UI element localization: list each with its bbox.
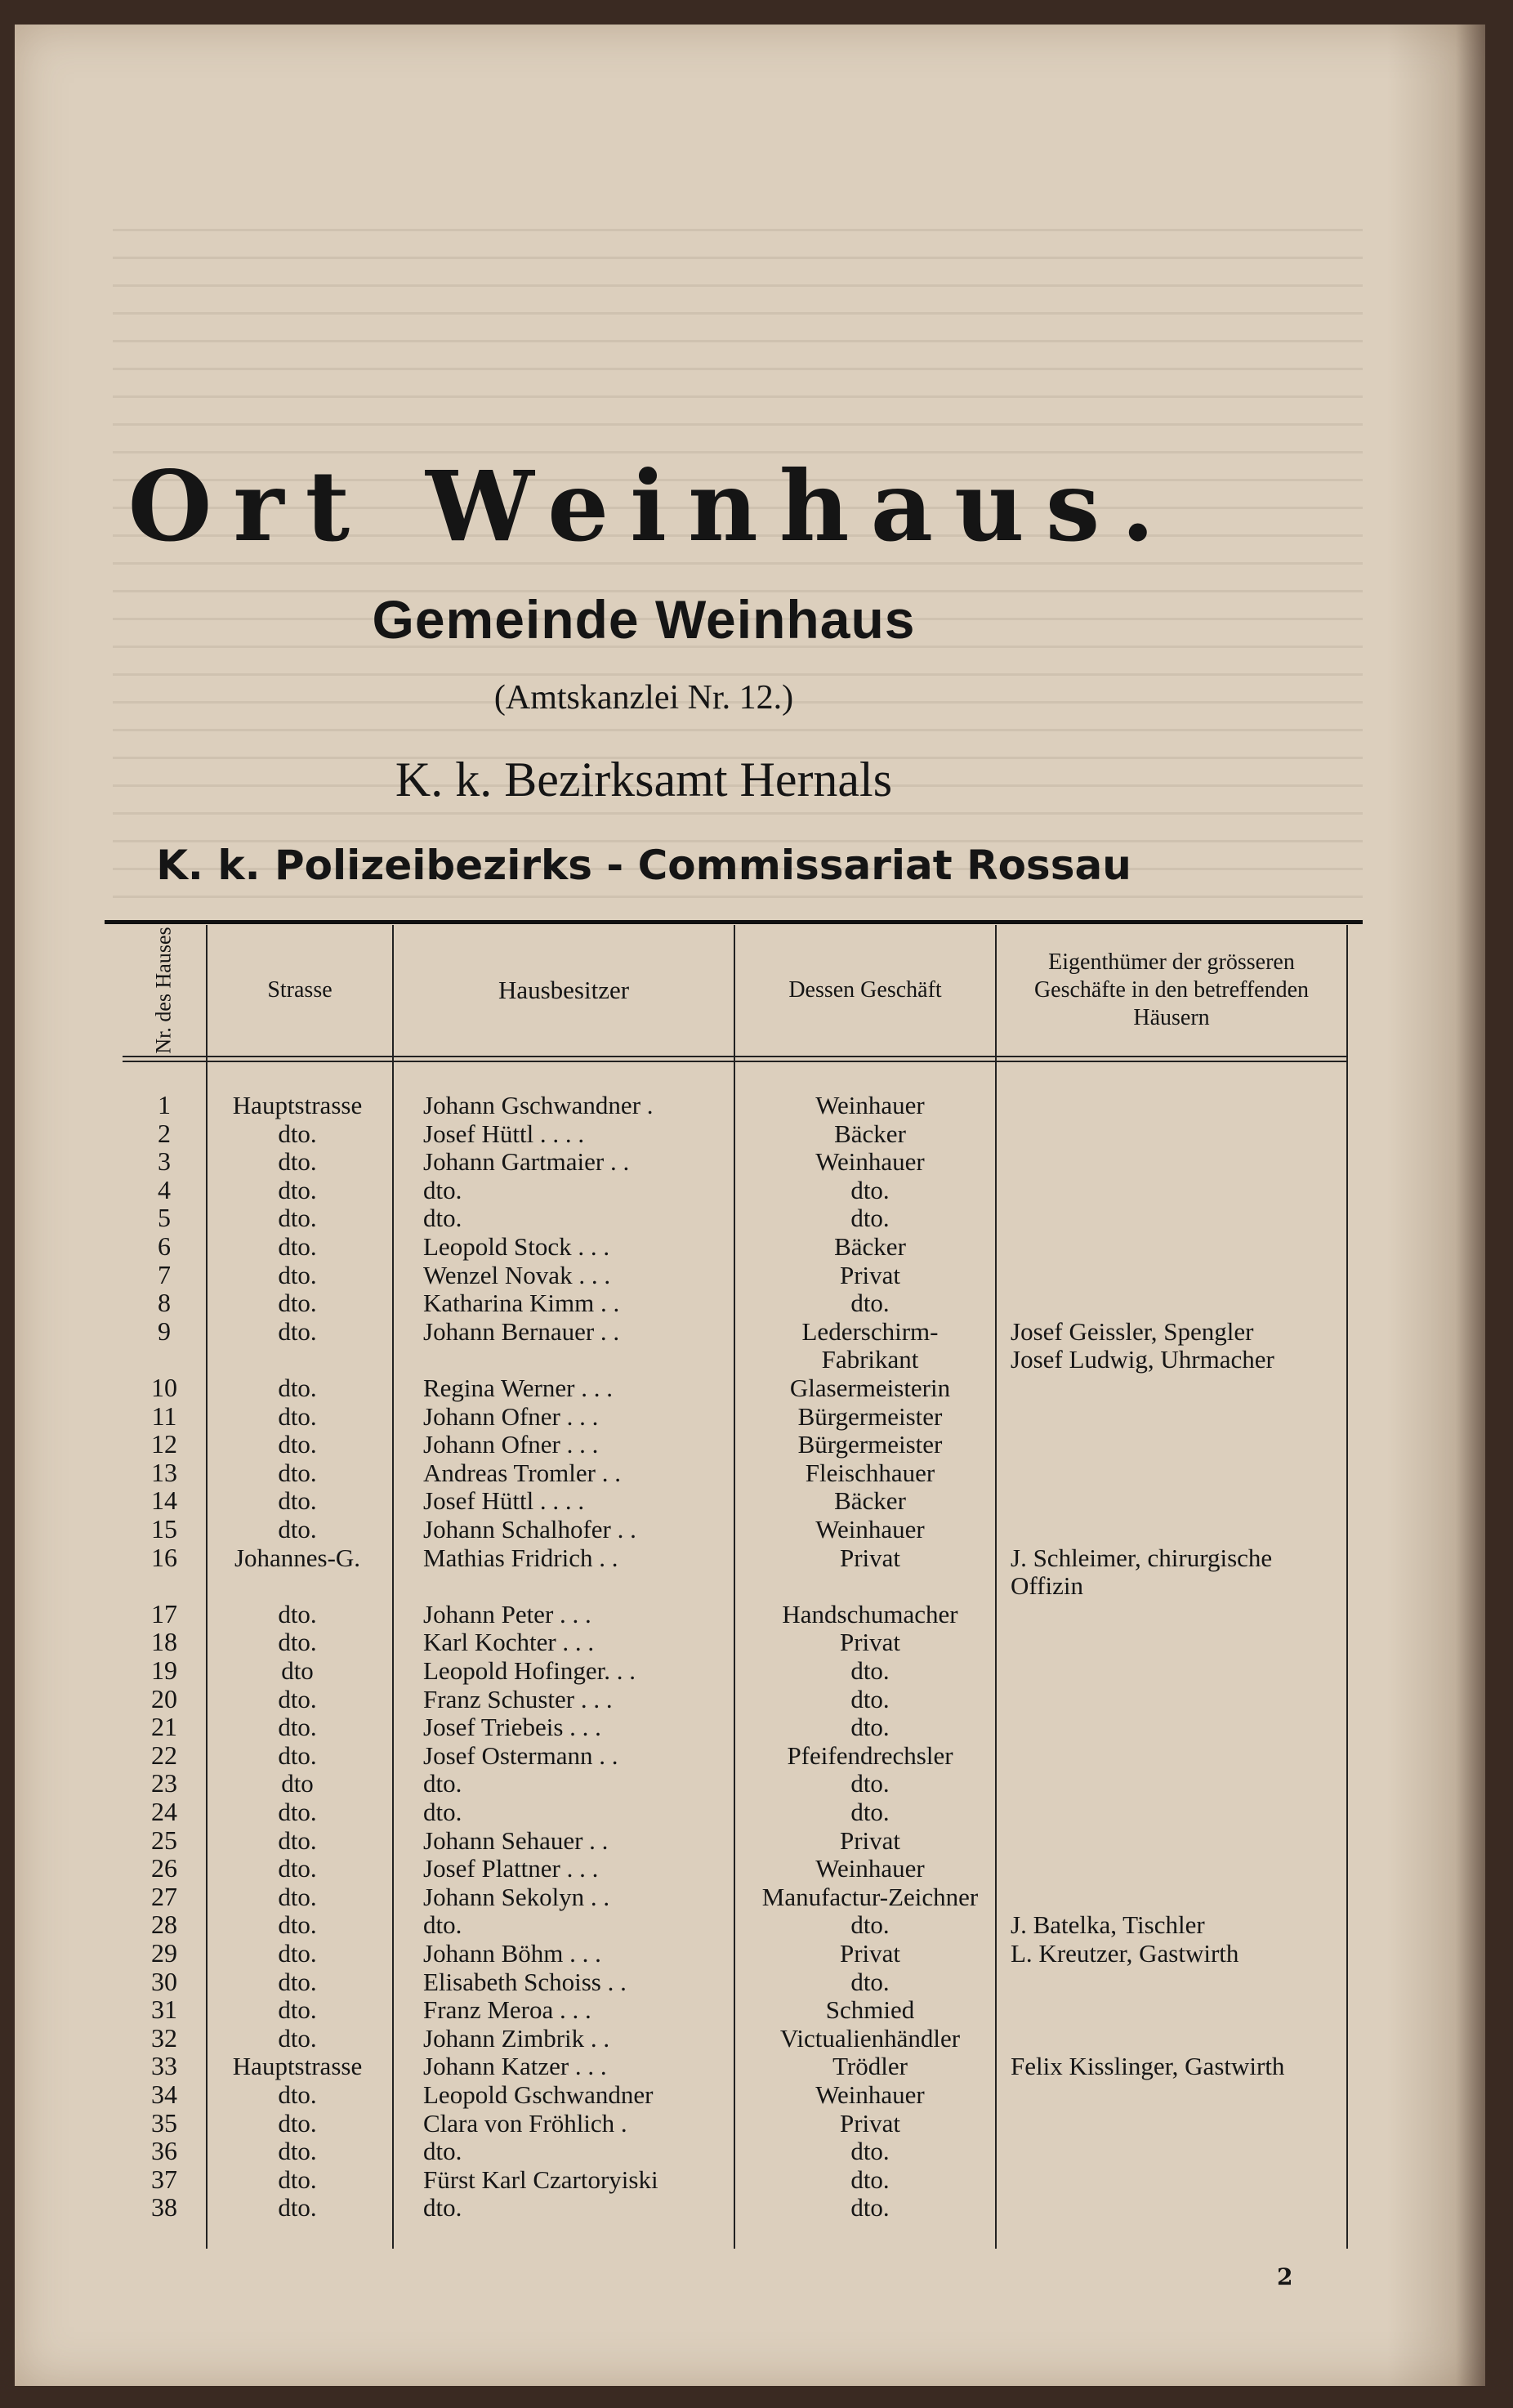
- cell-house-number: 20: [151, 1683, 177, 1713]
- table-row: [123, 1459, 1346, 1487]
- cell-owner: Franz Schuster . . .: [423, 1684, 613, 1713]
- cell-house-number: 32: [151, 2022, 177, 2053]
- cell-business: Trödler: [832, 2052, 908, 2081]
- table-row: [123, 2080, 1346, 2109]
- table-row: [123, 1826, 1346, 1855]
- cell-street: dto.: [278, 2165, 317, 2194]
- cell-street: dto.: [278, 2137, 317, 2166]
- cell-house-number: 19: [151, 1655, 177, 1685]
- cell-street: dto.: [278, 1798, 317, 1826]
- cell-house-number: 30: [151, 1966, 177, 1996]
- cell-house-number: 8: [158, 1288, 171, 1318]
- table-row: [123, 1571, 1346, 1600]
- cell-owner: Johann Gartmaier . .: [423, 1147, 630, 1177]
- cell-street: dto.: [278, 1401, 317, 1431]
- cell-house-number: 23: [151, 1768, 177, 1798]
- cell-owner: dto.: [423, 1798, 462, 1826]
- cell-large-business-owner: Felix Kisslinger, Gastwirth: [1011, 2052, 1285, 2081]
- cell-house-number: 28: [151, 1910, 177, 1940]
- table-row: [123, 1176, 1346, 1204]
- cell-business: Weinhauer: [815, 1147, 925, 1177]
- table-row: [123, 1486, 1346, 1515]
- cell-business: dto.: [850, 1769, 890, 1798]
- cell-business: Lederschirm-: [801, 1316, 939, 1346]
- cell-street: dto.: [278, 1147, 317, 1177]
- table-row: [123, 1402, 1346, 1431]
- table-row: [123, 1091, 1346, 1119]
- cell-owner: Johann Sehauer . .: [423, 1825, 609, 1855]
- table-row: [123, 1769, 1346, 1798]
- cell-street: dto.: [278, 1316, 317, 1346]
- header-house-number: [123, 925, 206, 1056]
- table-row: [123, 1430, 1346, 1459]
- cell-street: dto.: [278, 1684, 317, 1713]
- cell-owner: dto.: [423, 1175, 462, 1204]
- cell-business: Schmied: [825, 1995, 915, 2025]
- table-row: [123, 1119, 1346, 1148]
- cell-owner: Josef Triebeis . . .: [423, 1713, 601, 1742]
- cell-large-business-owner: Josef Ludwig, Uhrmacher: [1011, 1345, 1274, 1374]
- cell-house-number: 10: [151, 1373, 177, 1402]
- cell-owner: Johann Zimbrik . .: [423, 2023, 610, 2053]
- cell-business: Weinhauer: [815, 1515, 925, 1544]
- cell-owner: Johann Ofner . . .: [423, 1401, 599, 1431]
- page-number: 2: [1277, 2263, 1293, 2290]
- cell-business: dto.: [850, 1910, 890, 1940]
- cell-business: Fabrikant: [821, 1345, 919, 1374]
- cell-business: Privat: [839, 2108, 901, 2138]
- cell-owner: Franz Meroa . . .: [423, 1995, 591, 2025]
- cell-business: Pfeifendrechsler: [787, 1740, 953, 1770]
- cell-street: dto.: [278, 2108, 317, 2138]
- cell-house-number: 3: [158, 1146, 171, 1177]
- cell-street: dto.: [278, 1204, 317, 1233]
- cell-house-number: 37: [151, 2164, 177, 2194]
- cell-large-business-owner: J. Schleimer, chirurgische: [1011, 1543, 1273, 1572]
- cell-owner: Leopold Gschwandner: [423, 2080, 654, 2109]
- cell-house-number: 4: [158, 1174, 171, 1204]
- cell-house-number: 36: [151, 2136, 177, 2166]
- cell-large-business-owner: Josef Geissler, Spengler: [1011, 1316, 1254, 1346]
- table-row: [123, 1261, 1346, 1289]
- cell-house-number: 7: [158, 1259, 171, 1289]
- cell-owner: Elisabeth Schoiss . .: [423, 1967, 627, 1996]
- cell-owner: Johann Katzer . . .: [423, 2052, 607, 2081]
- cell-house-number: 35: [151, 2107, 177, 2138]
- cell-house-number: 26: [151, 1853, 177, 1883]
- cell-business: Bürgermeister: [797, 1401, 943, 1431]
- district-heading: K. k. Bezirksamt Hernals: [395, 753, 893, 806]
- cell-owner: Josef Ostermann . .: [423, 1740, 618, 1770]
- table-row: [123, 2193, 1346, 2222]
- table-row: [123, 1515, 1346, 1544]
- header-business: Dessen Geschäft: [788, 977, 942, 1003]
- table-row: [123, 1204, 1346, 1232]
- cell-house-number: 22: [151, 1740, 177, 1770]
- cell-street: Johannes-G.: [234, 1543, 361, 1572]
- cell-street: dto.: [278, 1430, 317, 1459]
- cell-street: Hauptstrasse: [232, 2052, 363, 2081]
- cell-street: dto.: [278, 1967, 317, 1996]
- cell-owner: Johann Bernauer . .: [423, 1316, 620, 1346]
- cell-owner: Andreas Tromler . .: [423, 1458, 621, 1487]
- cell-street: dto.: [278, 1995, 317, 2025]
- cell-business: Bürgermeister: [797, 1430, 943, 1459]
- cell-business: dto.: [850, 1967, 890, 1996]
- table-row: [123, 1713, 1346, 1741]
- cell-street: dto.: [278, 1854, 317, 1883]
- cell-house-number: 2: [158, 1118, 171, 1148]
- cell-owner: dto.: [423, 1204, 462, 1233]
- table-row: [123, 1968, 1346, 1996]
- cell-business: Weinhauer: [815, 1854, 925, 1883]
- cell-house-number: 12: [151, 1429, 177, 1459]
- table-row: [123, 1232, 1346, 1261]
- table-row: [123, 1317, 1346, 1346]
- table-row: [123, 1741, 1346, 1770]
- cell-large-business-owner: L. Kreutzer, Gastwirth: [1011, 1939, 1239, 1968]
- cell-business: Privat: [839, 1939, 901, 1968]
- cell-owner: dto.: [423, 1910, 462, 1940]
- table-row: [123, 1544, 1346, 1572]
- table-top-rule: [105, 920, 1363, 924]
- table-row: [123, 1600, 1346, 1628]
- cell-business: dto.: [850, 2137, 890, 2166]
- cell-house-number: 27: [151, 1881, 177, 1911]
- cell-business: Privat: [839, 1260, 901, 1289]
- cell-house-number: 9: [158, 1316, 171, 1346]
- cell-street: dto: [281, 1656, 314, 1685]
- cell-house-number: 15: [151, 1514, 177, 1544]
- cell-owner: Katharina Kimm . .: [423, 1289, 620, 1318]
- cell-business: dto.: [850, 2193, 890, 2223]
- header-rule: [123, 1056, 1346, 1057]
- cell-house-number: 18: [151, 1627, 177, 1657]
- cell-house-number: 11: [151, 1401, 177, 1431]
- page-title: Ort Weinhaus.: [127, 449, 1176, 563]
- office-note: (Amtskanzlei Nr. 12.): [493, 679, 794, 717]
- cell-owner: Johann Sekolyn . .: [423, 1882, 610, 1911]
- cell-business: dto.: [850, 1175, 890, 1204]
- cell-owner: Johann Peter . . .: [423, 1599, 591, 1628]
- cell-street: dto.: [278, 1939, 317, 1968]
- cell-street: dto.: [278, 1374, 317, 1402]
- cell-business: Privat: [839, 1628, 901, 1657]
- cell-business: Privat: [839, 1543, 901, 1572]
- cell-business: dto.: [850, 1656, 890, 1685]
- table-row: [123, 1854, 1346, 1883]
- cell-owner: Johann Schalhofer . .: [423, 1515, 636, 1544]
- cell-business: Bäcker: [834, 1119, 906, 1148]
- cell-house-number: 21: [151, 1712, 177, 1742]
- cell-business: Handschumacher: [782, 1599, 958, 1628]
- cell-business: Privat: [839, 1825, 901, 1855]
- cell-business: Victualienhändler: [779, 2023, 961, 2053]
- cell-owner: Johann Gschwandner .: [423, 1091, 654, 1119]
- header-owner: Hausbesitzer: [498, 976, 630, 1004]
- cell-large-business-owner: Offizin: [1011, 1571, 1083, 1601]
- cell-business: dto.: [850, 1684, 890, 1713]
- cell-owner: Josef Hüttl . . . .: [423, 1119, 585, 1148]
- cell-street: dto.: [278, 1825, 317, 1855]
- cell-owner: Clara von Fröhlich .: [423, 2108, 627, 2138]
- cell-owner: Karl Kochter . . .: [423, 1628, 595, 1657]
- cell-business: dto.: [850, 1204, 890, 1233]
- cell-house-number: 33: [151, 2051, 177, 2081]
- table-row: [123, 1910, 1346, 1939]
- cell-business: Weinhauer: [815, 2080, 925, 2109]
- table-row: [123, 1345, 1346, 1374]
- cell-house-number: 14: [151, 1485, 177, 1516]
- cell-business: dto.: [850, 1798, 890, 1826]
- cell-owner: dto.: [423, 2193, 462, 2223]
- cell-street: dto.: [278, 1713, 317, 1742]
- cell-house-number: 24: [151, 1797, 177, 1826]
- cell-business: Fleischhauer: [805, 1458, 935, 1487]
- table-row: [123, 2165, 1346, 2194]
- table-row: [123, 1147, 1346, 1176]
- cell-street: dto.: [278, 1289, 317, 1318]
- table-row: [123, 1656, 1346, 1685]
- police-heading: K. k. Polizeibezirks - Commissariat Rossau: [156, 842, 1131, 889]
- cell-business: dto.: [850, 1713, 890, 1742]
- cell-owner: Josef Plattner . . .: [423, 1854, 599, 1883]
- table-row: [123, 1374, 1346, 1402]
- house-register-table: [123, 925, 1346, 2249]
- cell-owner: dto.: [423, 2137, 462, 2166]
- cell-street: dto.: [278, 1119, 317, 1148]
- cell-street: dto.: [278, 2023, 317, 2053]
- municipality-heading: Gemeinde Weinhaus: [372, 589, 916, 650]
- table-row: [123, 1939, 1346, 1968]
- cell-street: dto: [281, 1769, 314, 1798]
- cell-business: Manufactur-Zeichner: [761, 1882, 979, 1911]
- document-page: [15, 25, 1485, 2386]
- cell-business: Bäcker: [834, 1486, 906, 1516]
- cell-owner: Wenzel Novak . . .: [423, 1260, 611, 1289]
- cell-street: dto.: [278, 1515, 317, 1544]
- cell-owner: Mathias Fridrich . .: [423, 1543, 618, 1572]
- table-row: [123, 1289, 1346, 1317]
- cell-owner: Fürst Karl Czartoryiski: [423, 2165, 658, 2194]
- cell-owner: Leopold Stock . . .: [423, 1232, 610, 1261]
- cell-house-number: 1: [158, 1090, 171, 1119]
- cell-house-number: 17: [151, 1598, 177, 1628]
- cell-business: dto.: [850, 1289, 890, 1318]
- cell-house-number: 5: [158, 1203, 171, 1233]
- cell-street: dto.: [278, 2193, 317, 2223]
- cell-street: dto.: [278, 2080, 317, 2109]
- cell-house-number: 38: [151, 2192, 177, 2223]
- cell-house-number: 16: [151, 1542, 177, 1572]
- table-row: [123, 1883, 1346, 1911]
- cell-street: dto.: [278, 1486, 317, 1516]
- cell-street: dto.: [278, 1232, 317, 1261]
- cell-owner: Leopold Hofinger. . .: [423, 1656, 636, 1685]
- cell-owner: Regina Werner . . .: [423, 1374, 613, 1402]
- cell-owner: Johann Böhm . . .: [423, 1939, 601, 1968]
- cell-owner: Josef Hüttl . . . .: [423, 1486, 585, 1516]
- cell-street: dto.: [278, 1175, 317, 1204]
- cell-house-number: 29: [151, 1938, 177, 1968]
- table-row: [123, 1628, 1346, 1656]
- header-large-business-owners: Eigenthümer der grösseren Geschäfte in den betreffenden Häusern: [1033, 949, 1310, 1030]
- cell-business: Weinhauer: [815, 1091, 925, 1119]
- table-row: [123, 2024, 1346, 2053]
- header-house-number-label: Nr. des Hauses: [152, 927, 176, 1054]
- cell-owner: dto.: [423, 1769, 462, 1798]
- cell-street: Hauptstrasse: [232, 1091, 363, 1119]
- cell-street: dto.: [278, 1910, 317, 1940]
- table-row: [123, 1995, 1346, 2024]
- table-row: [123, 1798, 1346, 1826]
- table-row: [123, 2137, 1346, 2165]
- cell-street: dto.: [278, 1599, 317, 1628]
- cell-street: dto.: [278, 1260, 317, 1289]
- cell-business: Bäcker: [834, 1232, 906, 1261]
- cell-house-number: 34: [151, 2080, 177, 2109]
- cell-owner: Johann Ofner . . .: [423, 1430, 599, 1459]
- cell-business: dto.: [850, 2165, 890, 2194]
- cell-house-number: 13: [151, 1457, 177, 1487]
- cell-business: Glasermeisterin: [789, 1374, 951, 1402]
- header-rule: [123, 1061, 1346, 1062]
- cell-house-number: 31: [151, 1995, 177, 2025]
- cell-street: dto.: [278, 1628, 317, 1657]
- cell-street: dto.: [278, 1458, 317, 1487]
- table-row: [123, 2109, 1346, 2138]
- cell-house-number: 6: [158, 1231, 171, 1261]
- page-edge-shadow: [1387, 25, 1485, 2386]
- table-row: [123, 1685, 1346, 1713]
- table-row: [123, 2052, 1346, 2080]
- cell-street: dto.: [278, 1740, 317, 1770]
- cell-street: dto.: [278, 1882, 317, 1911]
- cell-house-number: 25: [151, 1825, 177, 1855]
- header-street: Strasse: [267, 977, 333, 1003]
- cell-large-business-owner: J. Batelka, Tischler: [1011, 1910, 1205, 1940]
